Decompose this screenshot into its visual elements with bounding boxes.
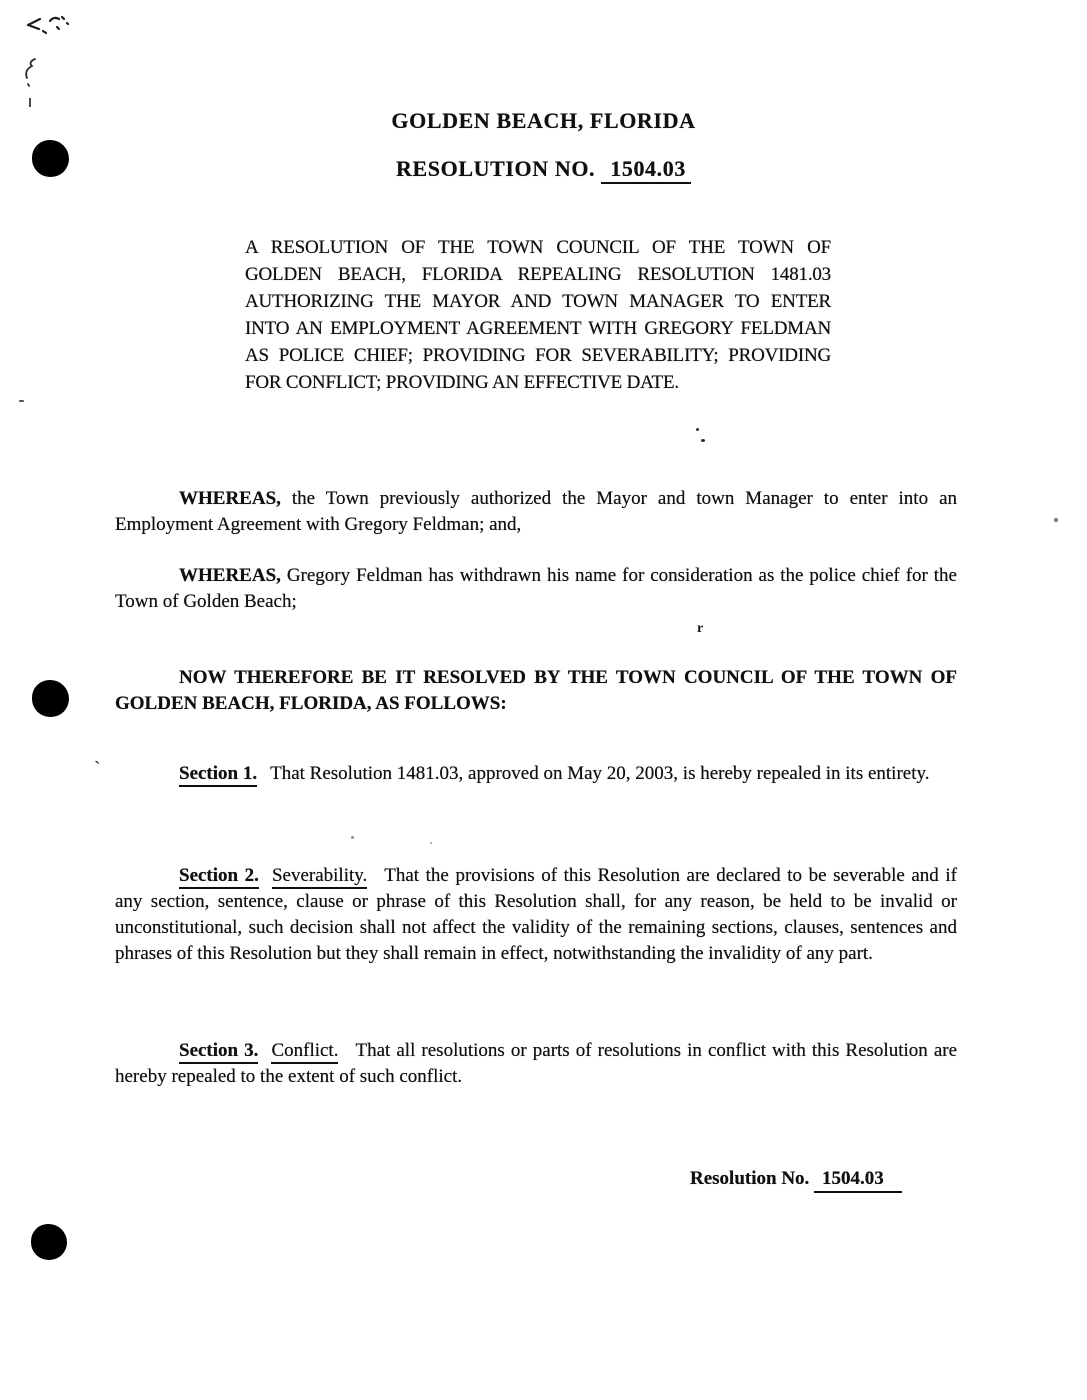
section-3-heading: Conflict. bbox=[271, 1040, 338, 1064]
whereas-clause-2 bbox=[115, 563, 957, 615]
resolved-clause: NOW THEREFORE BE IT RESOLVED BY THE TOWN COUNCIL OF THE TOWN OF GOLDEN BEACH, FLORIDA, AS FOLLOWS: bbox=[115, 667, 957, 714]
section-1 bbox=[115, 761, 957, 787]
whereas-1-lead: WHEREAS, bbox=[179, 488, 281, 509]
footer-resolution-number bbox=[690, 1168, 902, 1190]
footer-label: Resolution No. bbox=[690, 1168, 810, 1189]
hole-punch-mark-bottom bbox=[31, 1224, 67, 1260]
section-3 bbox=[115, 1038, 957, 1090]
whereas-2-text: Gregory Feldman has withdrawn his name for consideration as the police chief for the Town of Golden Beach; bbox=[115, 565, 957, 612]
section-2-label: Section 2. bbox=[179, 865, 259, 889]
scan-speck bbox=[696, 428, 699, 431]
section-1-text: That Resolution 1481.03, approved on May 20, 2003, is hereby repealed in its entirety. bbox=[270, 763, 930, 784]
section-2-text: That the provisions of this Resolution are declared to be severable and if any section, sentence, clause or phrase of this Resolution shall, for any reason, be held to be invalid or unconstitutional, such decision shall not affect the validity of the remaining sections, clauses, sentences and phrases of this Resolution but they shall remain in effect, notwithstanding the invalidity of any part. bbox=[115, 865, 957, 964]
scan-tick-artifact: ` bbox=[94, 758, 101, 780]
section-3-text: That all resolutions or parts of resolutions in conflict with this Resolution are hereby repealed to the extent of such conflict. bbox=[115, 1040, 958, 1087]
scan-letter-artifact: r bbox=[697, 621, 704, 636]
scan-speck bbox=[430, 842, 432, 844]
whereas-2-lead: WHEREAS, bbox=[179, 565, 281, 586]
whereas-1-text: the Town previously authorized the Mayor and town Manager to enter into an Employment Agreement with Gregory Feldman; and, bbox=[115, 488, 957, 535]
resolution-heading-number: 1504.03 bbox=[601, 156, 691, 184]
resolution-heading bbox=[0, 156, 1087, 182]
section-3-label: Section 3. bbox=[179, 1040, 258, 1064]
scan-squiggle-artifact bbox=[22, 56, 44, 88]
document-title: GOLDEN BEACH, FLORIDA bbox=[391, 108, 696, 133]
scan-speck bbox=[19, 400, 24, 402]
hole-punch-mark-middle bbox=[32, 680, 69, 717]
resolution-heading-label: RESOLUTION NO. bbox=[396, 156, 596, 181]
whereas-clause-1 bbox=[115, 486, 957, 538]
scan-speck bbox=[351, 836, 354, 839]
section-1-label: Section 1. bbox=[179, 763, 257, 787]
section-2 bbox=[115, 863, 957, 967]
scan-scribble-artifact bbox=[26, 12, 72, 38]
scan-speck bbox=[701, 439, 705, 442]
section-2-heading: Severability. bbox=[272, 865, 367, 889]
resolution-summary: A RESOLUTION OF THE TOWN COUNCIL OF THE TOWN OF GOLDEN BEACH, FLORIDA REPEALING RESOLUTION 1481.03 AUTHORIZING THE MAYOR AND TOWN MANAGER TO ENTER INTO AN EMPLOYMENT AGREEMENT WITH GREGORY FELDMAN AS POLICE CHIEF; PROVIDING FOR SEVERABILITY; PROVIDING FOR CONFLICT; PROVIDING AN EFFECTIVE DATE. bbox=[245, 237, 831, 393]
scan-speck bbox=[1054, 518, 1058, 522]
footer-number: 1504.03 bbox=[814, 1168, 902, 1193]
scan-tick-artifact bbox=[29, 98, 31, 107]
